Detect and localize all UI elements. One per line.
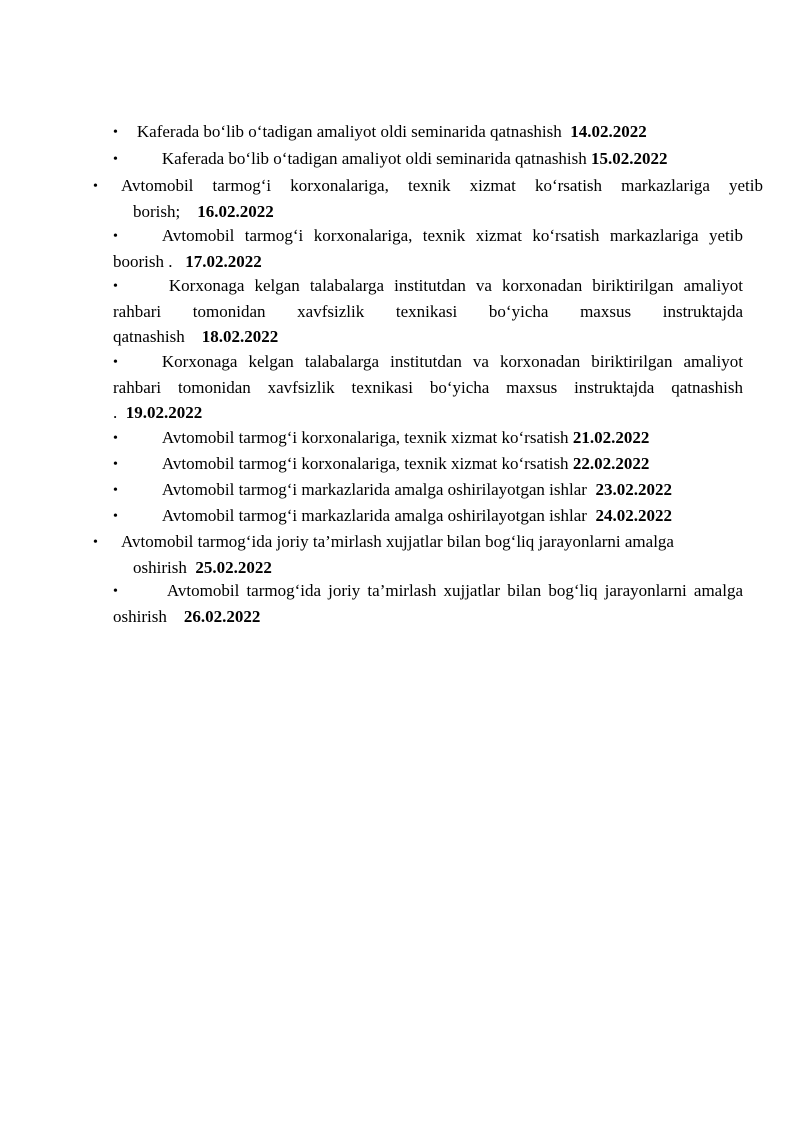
bullet-icon: •: [113, 152, 118, 167]
list-item: [113, 119, 743, 145]
item-date: 22.02.2022: [572, 454, 650, 473]
item-date: 18.02.2022: [201, 327, 279, 346]
item-text: Korxonaga kelgan talabalarga institutdan va korxonadan biriktirilgan amaliyot rahbari tomonidan xavfsizlik texnikasi bo‘yicha maxsus instruktajda qatnashish .: [113, 352, 743, 422]
item-date: 19.02.2022: [125, 403, 203, 422]
item-text: Avtomobil tarmog‘i korxonalariga, texnik xizmat ko‘rsatish markazlariga yetib borish;: [121, 176, 763, 221]
bullet-icon: •: [113, 431, 118, 446]
list-item: [113, 349, 743, 425]
item-date: 25.02.2022: [195, 558, 272, 577]
bullet-icon: •: [113, 509, 118, 524]
list-item: [113, 273, 743, 349]
item-text: Avtomobil tarmog‘i korxonalariga, texnik xizmat ko‘rsatish: [161, 428, 569, 447]
list-item: [113, 425, 743, 451]
item-date: 21.02.2022: [572, 428, 650, 447]
list-item: [113, 578, 743, 629]
item-text: Avtomobil tarmog‘i korxonalariga, texnik xizmat ko‘rsatish: [161, 454, 569, 473]
item-date: 15.02.2022: [591, 149, 668, 168]
item-date: 16.02.2022: [197, 202, 274, 221]
list-item: • Avtomobil tarmog‘ida joriy ta’mirlash xujjatlar bilan bog‘liq jarayonlarni amalga oshirish 25.02.2022: [93, 532, 674, 577]
bullet-icon: •: [113, 279, 118, 294]
bullet-icon: •: [113, 355, 118, 370]
list-item: [113, 223, 743, 274]
item-text: Avtomobil tarmog‘ida joriy ta’mirlash xujjatlar bilan bog‘liq jarayonlarni amalga oshirish: [113, 581, 743, 626]
list-item: [113, 503, 743, 529]
bullet-icon: •: [113, 125, 118, 140]
bullet-icon: •: [113, 584, 118, 599]
list-item: • Avtomobil tarmog‘i korxonalariga, texnik xizmat ko‘rsatish markazlariga yetib borish; 16.02.2022: [93, 176, 763, 221]
item-date: 14.02.2022: [570, 122, 647, 141]
item-date: 26.02.2022: [183, 607, 261, 626]
item-text: Avtomobil tarmog‘i markazlarida amalga oshirilayotgan ishlar: [161, 480, 587, 499]
item-text: Kaferada bo‘lib o‘tadigan amaliyot oldi seminarida qatnashish: [161, 149, 587, 168]
item-text: Avtomobil tarmog‘i markazlarida amalga oshirilayotgan ishlar: [161, 506, 587, 525]
item-text: Avtomobil tarmog‘ida joriy ta’mirlash xujjatlar bilan bog‘liq jarayonlarni amalga oshirish: [121, 532, 674, 577]
item-date: 23.02.2022: [595, 480, 672, 499]
list-item: [113, 451, 743, 477]
list-item: [113, 477, 743, 503]
item-date: 24.02.2022: [595, 506, 672, 525]
item-text: Avtomobil tarmog‘i korxonalariga, texnik xizmat ko‘rsatish markazlariga yetib boorish .: [113, 226, 743, 271]
bullet-icon: •: [113, 483, 118, 498]
list-item: [113, 146, 743, 172]
bullet-icon: •: [113, 229, 118, 244]
item-date: 17.02.2022: [185, 252, 262, 271]
item-text: Kaferada bo‘lib o‘tadigan amaliyot oldi seminarida qatnashish: [136, 122, 562, 141]
bullet-icon: •: [113, 457, 118, 472]
item-text: Korxonaga kelgan talabalarga institutdan va korxonadan biriktirilgan amaliyot rahbari tomonidan xavfsizlik texnikasi bo‘yicha maxsus instruktajda qatnashish: [113, 276, 743, 346]
